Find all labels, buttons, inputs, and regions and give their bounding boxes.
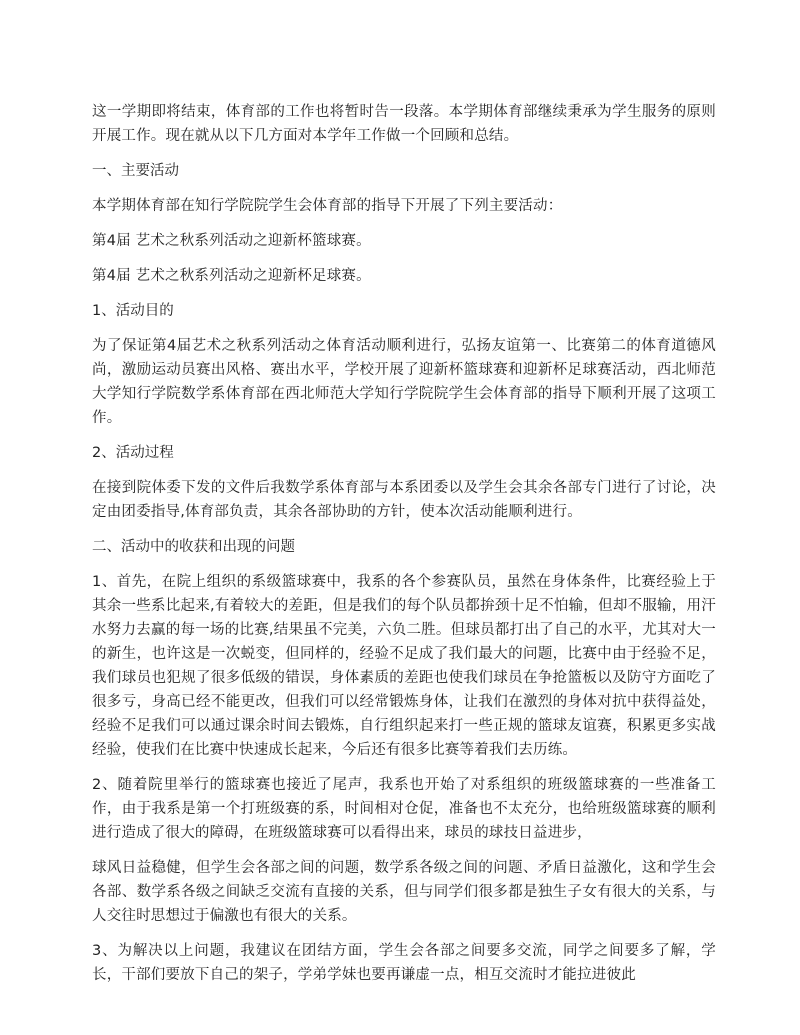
activities-intro-paragraph: 本学期体育部在知行学院院学生会体育部的指导下开展了下列主要活动： [92,198,563,214]
activity-item-basketball: 第4届 艺术之秋系列活动之迎新杯篮球赛。 [92,233,371,249]
purpose-paragraph: 为了保证第4届艺术之秋系列活动之体育活动顺利进行，弘扬友谊第一、比赛第二的体育道德风尚，激励运动员赛出风格、赛出水平，学校开展了迎新杯篮球赛和迎新杯足球赛活动，西北师范大学知行学院数学系体育部在西北师范大学知行学院院学生会体育部的指导下顺利开展了这项工作。 [92,338,716,426]
section-heading-main-activities: 一、主要活动 [92,163,179,179]
subheading-activity-process: 2、活动过程 [92,445,174,461]
section-heading-gains-and-problems: 二、活动中的收获和出现的问题 [92,539,295,555]
intro-paragraph: 这一学期即将结束，体育部的工作也将暂时告一段落。本学期体育部继续秉承为学生服务的原则开展工作。现在就从以下几方面对本学年工作做一个回顾和总结。 [92,104,716,144]
process-paragraph: 在接到院体委下发的文件后我数学系体育部与本系团委以及学生会其余各部专门进行了讨论，决定由团委指导,体育部负责，其余各部协助的方针，使本次活动能顺利进行。 [92,480,716,520]
gains-paragraph-1: 1、首先，在院上组织的系级篮球赛中，我系的各个参赛队员，虽然在身体条件，比赛经验上于其余一些系比起来,有着较大的差距，但是我们的每个队员都拚颈十足不怕输，但却不服输，用汗水努力去赢的每一场的比赛,结果虽不完美，六负二胜。但球员都打出了自己的水平，尤其对大一的新生，也许这是一次蜕变，但同样的，经验不足成了我们最大的问题，比赛中由于经验不足，我们球员也犯规了很多低级的错误，身体素质的差距也使我们球员在争抢篮板以及防守方面吃了很多亏，身高已经不能更改，但我们可以经常锻炼身体，让我们在激烈的身体对抗中获得益处，经验不足我们可以通过课余时间去锻炼，自行组织起来打一些正规的篮球友谊赛，积累更多实战经验，使我们在比赛中快速成长起来，今后还有很多比赛等着我们去历练。 [92,574,716,758]
gains-paragraph-2: 2、随着院里举行的篮球赛也接近了尾声，我系也开始了对系组织的班级篮球赛的一些准备工作，由于我系是第一个打班级赛的系，时间相对仓促，准备也不太充分，也给班级篮球赛的顺利进行造成了很大的障碍，在班级篮球赛可以看得出来，球员的球技日益进步， [92,777,716,841]
suggestion-paragraph-3: 3、为解决以上问题，我建议在团结方面，学生会各部之间要多交流，同学之间要多了解，学长，干部们要放下自己的架子，学弟学妹也要再谦虚一点，相互交流时才能拉进彼此 [92,943,716,983]
document-page [92,100,716,998]
activity-item-football: 第4届 艺术之秋系列活动之迎新杯足球赛。 [92,268,371,284]
gains-paragraph-2-continued: 球风日益稳健，但学生会各部之间的问题，数学系各级之间的问题、矛盾日益激化，这和学生会各部、数学系各级之间缺乏交流有直接的关系，但与同学们很多都是独生子女有很大的关系，与人交往时思想过于偏激也有很大的关系。 [92,860,716,924]
subheading-activity-purpose: 1、活动目的 [92,303,174,319]
